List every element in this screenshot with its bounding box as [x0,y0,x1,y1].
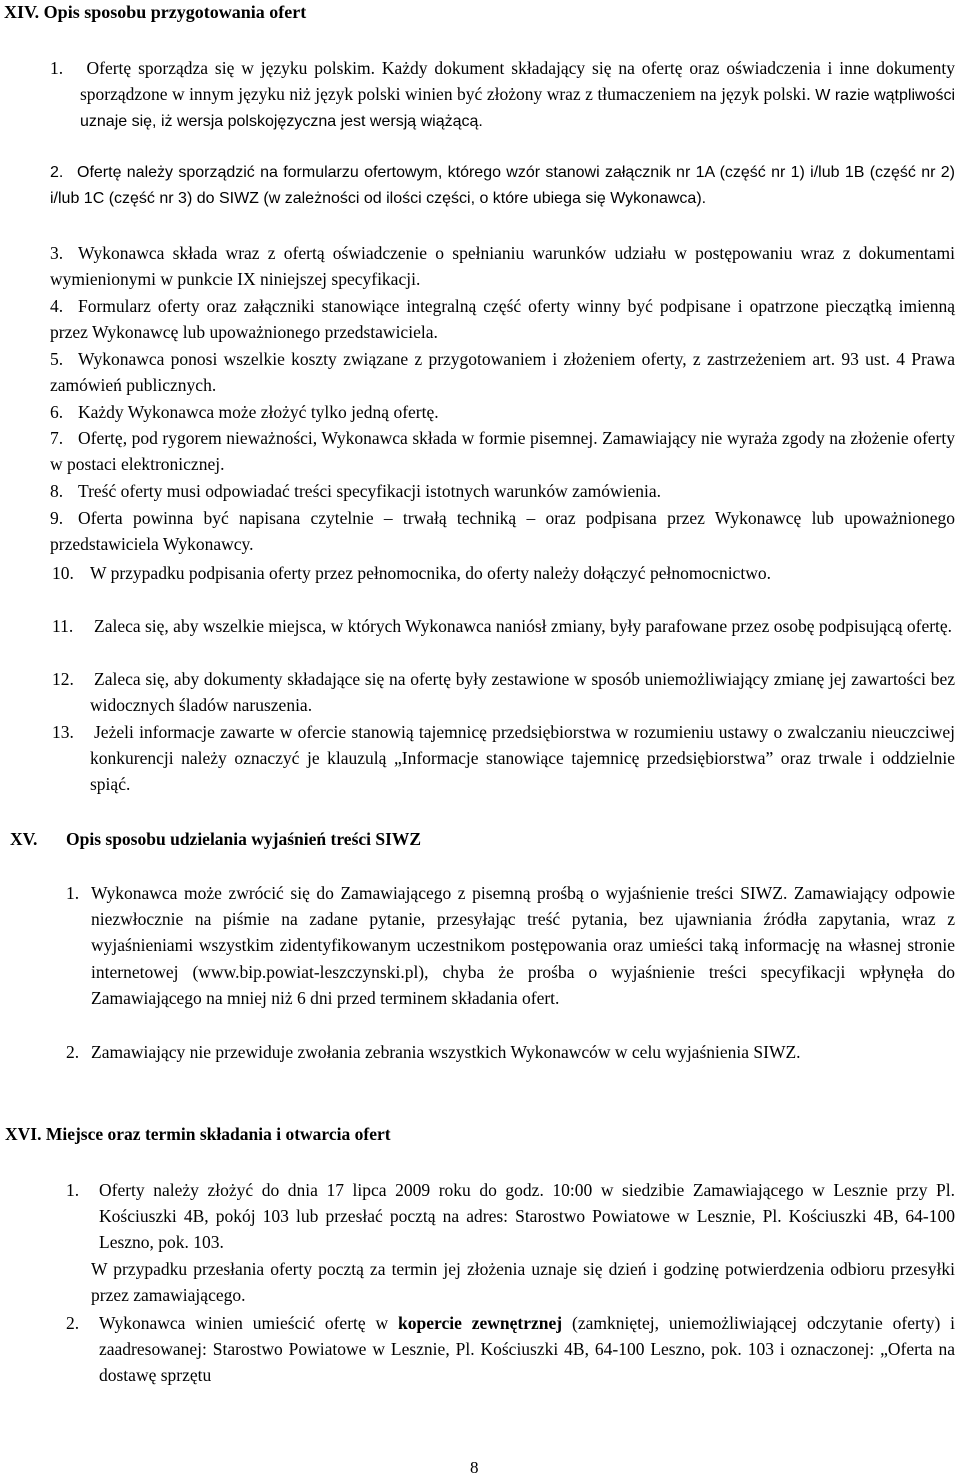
item-text-sans: W razie wątpliwości uznaje się, iż wersja polskojęzyczna jest wersją wiążącą. [80,87,956,131]
item-number: 10. [52,563,74,583]
item-text: Ofertę należy sporządzić na formularzu ofertowym, którego wzór stanowi załącznik nr 1A (część nr 1) i/lub 1B (część nr 2) i/lub 1C (część nr 3) do SIWZ (w zależności od ilości części, o które ubiega się Wykonawca). [50,164,955,208]
list-item [52,560,955,586]
item-number: 6. [50,402,64,422]
item-number: 1. [66,1180,80,1200]
item-text: Treść oferty musi odpowiadać treści specyfikacji istotnych warunków zamówienia. [78,481,662,501]
page-number: 8 [470,1458,479,1477]
item-text: Formularz oferty oraz załączniki stanowiące integralną część oferty winny być podpisane i opatrzone pieczątką imienną przez Wykonawcę lub upoważnionego przedstawiciela. [50,296,955,343]
item-number: 1. [50,58,64,78]
item-number: 9. [50,508,64,528]
list-item [50,346,955,398]
item-text: Zaleca się, aby dokumenty składające się na ofertę były zestawione w sposób uniemożliwiający zmianę jej zawartości bez widocznych śladów naruszenia. [90,669,955,716]
list-item [52,666,955,718]
item-text: (zamkniętej, uniemożliwiającej odczytanie oferty) i zaadresowanej: Starostwo Powiatowe w Lesznie, Pl. Kościuszki 4B, 64-100 Leszno, pok. 103 i oznaczonej: „Oferta na dostawę sprzętu [99,1313,956,1386]
item-text: Zamawiający nie przewiduje zwołania zebrania wszystkich Wykonawców w celu wyjaśnienia SIWZ. [91,1042,801,1062]
item-text: Jeżeli informacje zawarte w ofercie stanowią tajemnicę przedsiębiorstwa w rozumieniu ustawy o zwalczaniu nieuczciwej konkurencji należy oznaczyć je klauzulą „Informacje stanowiące tajemnicę przedsiębiorstwa” oraz trwale i oddzielnie spiąć. [90,722,955,795]
list-item [52,613,955,639]
item-text: Wykonawca składa wraz z ofertą oświadczenie o spełnianiu warunków udziału w postępowaniu wraz z dokumentami wymienionymi w punkcie IX niniejszej specyfikacji. [50,243,955,290]
section-xv-roman: XV. [10,829,38,849]
item-number: 2. [66,1042,80,1062]
item-text: Zaleca się, aby wszelkie miejsca, w których Wykonawca naniósł zmiany, były parafowane przez osobę podpisującą ofertę. [94,616,953,636]
item-text: Wykonawca winien umieścić ofertę w [99,1313,399,1333]
list-item [50,399,955,425]
item-text: W przypadku podpisania oferty przez pełnomocnika, do oferty należy dołączyć pełnomocnictwo. [90,563,771,583]
list-item [50,293,955,345]
section-xiv-heading: XIV. Opis sposobu przygotowania ofert [4,2,307,22]
list-item [50,425,955,477]
list-item [50,240,955,292]
item-number: 8. [50,481,64,501]
list-item [66,1310,955,1389]
item-text: Ofertę, pod rygorem nieważności, Wykonawca składa w formie pisemnej. Zamawiający nie wyraża zgody na złożenie oferty w postaci elektronicznej. [50,428,955,475]
item-text: Oferty należy złożyć do dnia 17 lipca 2009 roku do godz. 10:00 w siedzibie Zamawiającego w Lesznie przy Pl. Kościuszki 4B, pokój 103 lub przesłać pocztą na adres: Starostwo Powiatowe w Lesznie, Pl. Kościuszki 4B, 64-100 Leszno, pok. 103. [99,1180,955,1253]
section-xv-heading: Opis sposobu udzielania wyjaśnień treści SIWZ [66,829,422,849]
item-text: Ofertę sporządza się w języku polskim. Każdy dokument składający się na ofertę oraz oświadczenia i inne dokumenty sporządzone w innym języku niż język polski winien być złożony wraz z tłumaczeniem na język polski. [80,58,955,105]
item-number: 2. [50,164,64,181]
item-number: 1. [66,883,80,903]
list-item [52,719,955,798]
item-number: 3. [50,243,64,263]
list-item [66,880,955,1011]
list-item [50,160,955,212]
item-text: Wykonawca może zwrócić się do Zamawiającego z pisemną prośbą o wyjaśnienie treści SIWZ. Zamawiający odpowie niezwłocznie na piśmie na zadane pytanie, przesyłając treść pytania, bez ujawniania źródła zapytania, wraz z wyjaśnieniami wszystkim zidentyfikowanym uczestnikom postępowania oraz umieści taką informację na własnej stronie internetowej (www.bip.powiat-leszczynski.pl), chyba że prośba o wyjaśnienie treści specyfikacji wpłynęła do Zamawiającego na mniej niż 6 dni przed terminem składania ofert. [91,883,955,1008]
item-number: 12. [52,669,74,689]
list-item [66,1039,955,1065]
item-number: 2. [66,1313,80,1333]
item-number: 11. [52,616,74,636]
item-number: 13. [52,722,74,742]
item-text: Każdy Wykonawca może złożyć tylko jedną ofertę. [78,402,439,422]
item-number: 4. [50,296,64,316]
list-item [66,1177,955,1256]
item-number: 7. [50,428,64,448]
item-text: W przypadku przesłania oferty pocztą za termin jej złożenia uznaje się dzień i godzinę potwierdzenia odbioru przesyłki przez zamawiającego. [91,1259,955,1306]
list-item [50,478,955,504]
list-item [91,1256,955,1308]
item-text: Oferta powinna być napisana czytelnie – trwałą techniką – oraz podpisana przez Wykonawcę lub upoważnionego przedstawiciela Wykonawcy. [50,508,955,555]
item-text-bold: kopercie zewnętrznej [398,1313,563,1333]
list-item [50,505,955,557]
section-xvi-heading: XVI. Miejsce oraz termin składania i otwarcia ofert [5,1124,391,1144]
item-number: 5. [50,349,64,369]
item-text: Wykonawca ponosi wszelkie koszty związane z przygotowaniem i złożeniem oferty, z zastrzeżeniem art. 93 ust. 4 Prawa zamówień publicznych. [50,349,955,396]
